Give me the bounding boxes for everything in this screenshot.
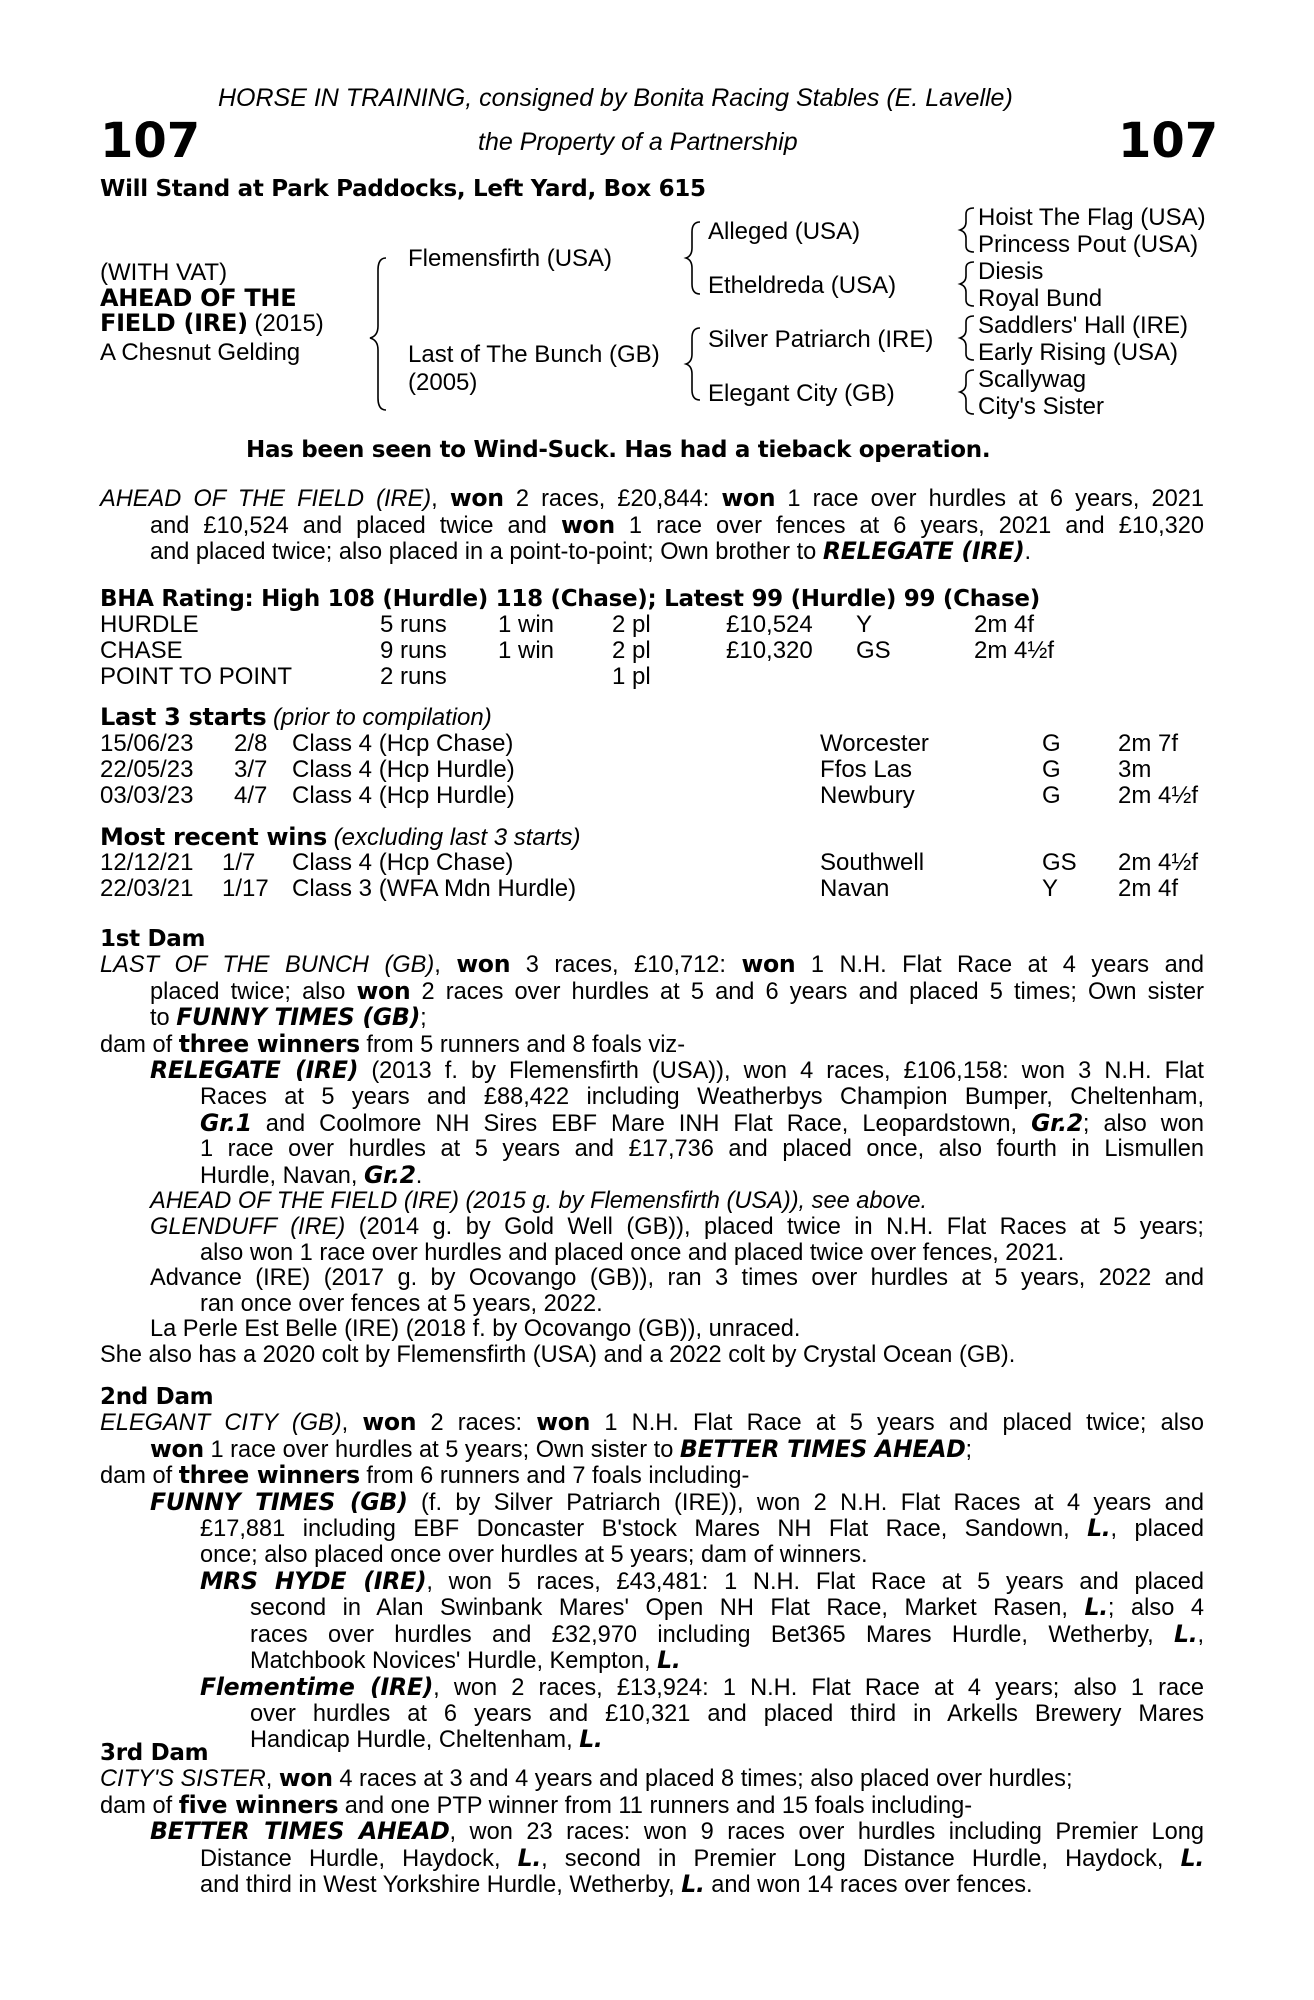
text: She also has a 2020 colt by Flemensfirth (USA) and a 2022 colt by Crystal Ocean (GB). [100,1341,1016,1368]
text: Distance Hurdle, Haydock, [200,1845,518,1872]
dam1-line [100,1137,1204,1163]
ancestor-5: Saddlers' Hall (IRE) [978,312,1188,339]
text: , won 23 races: won 9 races over hurdles including Premier Long [449,1819,1204,1846]
text: , [434,952,457,978]
dam-year: (2005) [408,369,478,396]
ancestor-2: Princess Pout (USA) [978,231,1199,258]
text: Handicap Hurdle, Cheltenham, [250,1727,580,1754]
ancestor-4: Royal Bund [978,285,1103,312]
text: , [431,486,450,512]
text: £17,881 including EBF Doncaster B'stock Mares NH Flat Race, Sandown, [200,1516,1088,1543]
win-cell-date: 22/03/21 [100,875,194,902]
rating-cell-dist: 2m 4½f [974,637,1055,664]
ancestor-6: Early Rising (USA) [978,339,1179,366]
dam1-line [100,976,1204,1006]
dam1-line [100,1085,1204,1111]
dam3-line [100,1819,1204,1846]
sibling-ref: BETTER TIMES AHEAD [679,1434,966,1463]
listed-label: L. [1174,1619,1198,1648]
dam1-line [100,1160,1204,1190]
rating-cell-going: Y [856,611,873,638]
horse-name-line1: AHEAD OF THE [100,284,297,312]
text: ; also won [1082,1110,1204,1137]
horse-name-ref: AHEAD OF THE FIELD (IRE) [100,486,432,512]
dam3-heading: 3rd Dam [100,1740,209,1766]
dam2-line [100,1516,1204,1543]
dam1-line [100,1005,1204,1032]
text: and £10,524 and placed twice and [150,512,561,539]
ancestor-7: Scallywag [978,366,1087,393]
start-cell-going: G [1042,756,1061,783]
text: . [1024,539,1032,566]
rating-cell-wins: 1 win [498,611,555,638]
progeny-name: BETTER TIMES AHEAD [150,1817,450,1846]
text: over hurdles at 6 years and £10,321 and placed third in Arkells Brewery Mares [250,1700,1204,1727]
heading-note: (excluding last 3 starts) [327,824,581,851]
progeny-name: RELEGATE (IRE) [150,1056,359,1085]
dam-name: LAST OF THE BUNCH (GB) [100,952,435,978]
won-label: won [721,484,776,512]
horse-name: FIELD (IRE) [100,309,248,337]
won-label: won [536,1408,591,1436]
win-cell-dist: 2m 4½f [1118,849,1199,876]
win-cell-pos: 1/7 [222,849,256,876]
text: , placed [1110,1516,1204,1543]
won-label: won [362,1408,417,1436]
winners-count: three winners [178,1461,360,1490]
text: dam of [100,1031,179,1058]
listed-label: L. [1180,1843,1204,1872]
start-cell-date: 15/06/23 [100,730,194,757]
start-cell-pos: 2/8 [234,730,268,757]
text: , [341,1410,363,1436]
sire-dam: Etheldreda (USA) [708,272,897,299]
text: 2 races, £20,844: [503,486,722,512]
grade-label: Gr.2 [363,1160,416,1189]
text: 4 races at 3 and 4 years and placed 8 times; also placed over hurdles; [332,1766,1073,1792]
rating-cell-going: GS [856,637,891,664]
text: (2013 f. by Flemensfirth (USA)), won 4 races, £106,158: won 3 N.H. Flat [358,1058,1204,1085]
heading-text: Most recent wins [100,823,327,851]
rating-cell-type: CHASE [100,637,183,664]
last-starts-heading [100,704,492,731]
dam2-line [100,1434,1204,1464]
dam1-line [100,1215,1204,1241]
win-cell-course: Navan [820,875,890,902]
text: 2 races: [416,1410,537,1436]
dam2-line [100,1702,1204,1728]
dam3-line [100,1843,1204,1873]
dam3-line [100,1766,1204,1793]
sibling-ref: RELEGATE (IRE) [822,537,1025,566]
bha-rating: BHA Rating: High 108 (Hurdle) 118 (Chase); Latest 99 (Hurdle) 99 (Chase) [100,586,1040,612]
start-cell-dist: 2m 4½f [1118,782,1199,809]
text: 1 race over hurdles at 5 years; Own sister to [203,1436,680,1463]
winners-count: five winners [178,1790,339,1819]
heading-text: Last 3 starts [100,703,267,731]
text: ; also 4 [1107,1595,1205,1622]
consignment-line: HORSE IN TRAINING, consigned by Bonita Racing Stables (E. Lavelle) [218,84,1013,112]
text: 1 race over hurdles at 6 years, 2021 [775,486,1204,512]
won-label: won [741,950,796,978]
dam1-heading: 1st Dam [100,926,206,952]
text: 2 races over hurdles at 5 and 6 years and placed 5 times; Own sister [410,978,1204,1005]
text: from 5 runners and 8 foals viz- [359,1031,686,1058]
dam1-line [100,1058,1204,1085]
text: (f. by Silver Patriarch (IRE)), won 2 N.H. Flat Races at 4 years and [407,1489,1204,1516]
gsire-brace1 [960,208,974,252]
win-cell-race: Class 3 (WFA Mdn Hurdle) [292,875,577,902]
listed-label: L. [657,1646,681,1675]
won-label: won [560,510,615,539]
dam1-line [100,1241,1204,1267]
won-label: won [449,484,504,512]
summary-line [100,486,1204,513]
wind-suck-notice: Has been seen to Wind-Suck. Has had a tieback operation. [246,437,991,463]
text: (2015 g. by Flemensfirth (USA)), see above. [458,1188,928,1215]
rating-cell-type: POINT TO POINT [100,663,293,690]
dam2-heading: 2nd Dam [100,1384,214,1410]
text: second in Alan Swinbank Mares' Open NH Flat Race, Market Rasen, [250,1595,1085,1622]
win-cell-pos: 1/17 [222,875,269,902]
text: Advance (IRE) (2017 g. by Ocovango (GB)), ran 3 times over hurdles at 5 years, 2022 and [150,1265,1204,1292]
gdam-brace2 [960,370,974,414]
text: once; also placed once over hurdles at 5 years; dam of winners. [200,1541,868,1568]
progeny-name: AHEAD OF THE FIELD (IRE) [150,1188,459,1215]
sibling-ref: FUNNY TIMES (GB) [176,1003,421,1032]
dam1-line [100,1266,1204,1292]
start-cell-date: 03/03/23 [100,782,194,809]
win-cell-dist: 2m 4f [1118,875,1179,902]
rating-cell-prize: £10,524 [726,611,813,638]
start-cell-course: Newbury [820,782,915,809]
dam1-section [100,952,1204,1369]
stand-location: Will Stand at Park Paddocks, Left Yard, Box 615 [100,176,706,202]
text: 1 N.H. Flat Race at 4 years and [795,952,1204,978]
sire-sire: Alleged (USA) [708,218,861,245]
won-label: won [456,950,511,978]
text: to [150,1005,177,1032]
text: Matchbook Novices' Hurdle, Kempton, [250,1648,658,1675]
text: ; [420,1005,427,1032]
listed-label: L. [579,1725,603,1754]
text: dam of [100,1463,179,1490]
rating-cell-runs: 5 runs [380,611,447,638]
text: and one PTP winner from 11 runners and 15 foals including- [338,1792,973,1819]
text: and Coolmore NH Sires EBF Mare INH Flat Race, Leopardstown, [251,1110,1032,1137]
property-line: the Property of a Partnership [478,128,798,156]
dam2-line [100,1410,1204,1437]
win-cell-going: Y [1042,875,1059,902]
rating-cell-type: HURDLE [100,611,199,638]
progeny-name: FUNNY TIMES (GB) [150,1487,408,1516]
summary-line [100,539,1204,566]
text: and third in West Yorkshire Hurdle, Wetherby, [200,1872,682,1899]
text: ran once over fences at 5 years, 2022. [200,1290,603,1317]
listed-label: L. [1087,1514,1111,1543]
win-cell-going: GS [1042,849,1077,876]
dam1-line [100,952,1204,979]
text: Races at 5 years and £88,422 including Weatherbys Champion Bumper, Cheltenham, [200,1083,1204,1110]
won-label: won [356,976,411,1005]
text: , won 5 races, £43,481: 1 N.H. Flat Race at 5 years and placed [426,1568,1204,1595]
text: , [265,1766,279,1792]
summary-line [100,510,1204,540]
won-label: won [278,1764,333,1792]
sire-brace [686,222,700,294]
race-summary [100,486,1204,566]
horse-year: (2015) [247,310,324,337]
rating-cell-runs: 2 runs [380,663,447,690]
text: 3 races, £10,712: [510,952,742,978]
text: and won 14 races over fences. [704,1872,1033,1899]
dam-name: CITY'S SISTER [100,1766,266,1792]
dam1-line [100,1317,1204,1343]
listed-label: L. [517,1843,542,1872]
dam2-line [100,1619,1204,1649]
dam2-line [100,1543,1204,1569]
rating-cell-pl: 1 pl [612,663,651,690]
dam3-section [100,1766,1204,1899]
dam-sire: Silver Patriarch (IRE) [708,326,934,353]
dam1-line [100,1108,1204,1138]
text: placed twice; also [150,978,357,1005]
text: 1 race over hurdles at 5 years and £17,736 and placed once, also fourth in Lismullen [200,1136,1204,1163]
start-cell-going: G [1042,730,1061,757]
text: , won 2 races, £13,924: 1 N.H. Flat Race at 4 years; also 1 race [433,1674,1204,1701]
dam1-line [100,1343,1204,1369]
start-cell-pos: 4/7 [234,782,268,809]
dam: Last of The Bunch (GB) [408,341,660,368]
won-label: won [150,1434,204,1463]
dam2-line [100,1727,1204,1754]
horse-description: A Chesnut Gelding [100,339,301,366]
winners-count: three winners [178,1029,360,1058]
dam2-line [100,1566,1204,1596]
text: 1 race over fences at 6 years, 2021 and £10,320 [614,512,1204,539]
win-cell-race: Class 4 (Hcp Chase) [292,849,514,876]
dam3-line [100,1872,1204,1899]
start-cell-race: Class 4 (Hcp Hurdle) [292,782,515,809]
dam2-line [100,1672,1204,1702]
dam2-line [100,1463,1204,1490]
text: , second in Premier Long Distance Hurdle, Haydock, [541,1845,1181,1872]
dam2-line [100,1648,1204,1675]
dam1-line [100,1029,1204,1059]
dam-name: ELEGANT CITY (GB) [100,1410,342,1436]
lot-number-left: 107 [100,113,201,169]
text: Hurdle, Navan, [200,1162,364,1189]
dam-brace [686,328,700,400]
start-cell-dist: 3m [1118,756,1152,783]
text: (2014 g. by Gold Well (GB)), placed twice in N.H. Flat Races at 5 years; [345,1213,1204,1240]
text: . [415,1162,423,1189]
dam1-line [100,1292,1204,1318]
gdam-brace1 [960,316,974,360]
start-cell-dist: 2m 7f [1118,730,1179,757]
text: 1 N.H. Flat Race at 5 years and placed twice; also [590,1410,1204,1436]
listed-label: L. [681,1870,705,1899]
ancestor-3: Diesis [978,258,1044,285]
text: races over hurdles and £32,970 including Bet365 Mares Hurdle, Wetherby, [250,1621,1175,1648]
progeny-name: GLENDUFF (IRE) [150,1213,346,1240]
vat-label: (WITH VAT) [100,259,228,286]
text: also won 1 race over hurdles and placed once and placed twice over fences, 2021. [200,1239,1065,1266]
rating-cell-runs: 9 runs [380,637,447,664]
ancestor-8: City's Sister [978,393,1104,420]
dam1-line [100,1189,1204,1215]
ancestor-1: Hoist The Flag (USA) [978,204,1206,231]
start-cell-going: G [1042,782,1061,809]
text: and placed twice; also placed in a point-to-point; Own brother to [150,539,823,566]
sire: Flemensfirth (USA) [408,245,613,272]
text: , [1197,1621,1204,1648]
dam3-line [100,1790,1204,1820]
dam2-line [100,1595,1204,1622]
grade-label: Gr.2 [1031,1108,1083,1137]
rating-cell-prize: £10,320 [726,637,813,664]
gsire-brace2 [960,262,974,306]
big-brace [370,258,386,410]
start-cell-race: Class 4 (Hcp Chase) [292,730,514,757]
rating-cell-dist: 2m 4f [974,611,1035,638]
rating-cell-pl: 2 pl [612,637,651,664]
text: dam of [100,1792,179,1819]
dam2-line [100,1487,1204,1517]
start-cell-date: 22/05/23 [100,756,194,783]
rating-cell-wins: 1 win [498,637,555,664]
text: ; [965,1436,973,1463]
start-cell-pos: 3/7 [234,756,268,783]
heading-note: (prior to compilation) [266,704,492,731]
dam-dam: Elegant City (GB) [708,380,895,407]
rating-cell-pl: 2 pl [612,611,651,638]
grade-label: Gr.1 [200,1108,252,1137]
text: from 6 runners and 7 foals including- [359,1463,750,1490]
listed-label: L. [1084,1593,1108,1622]
recent-wins-heading [100,824,580,851]
start-cell-course: Ffos Las [820,756,913,783]
progeny-name: MRS HYDE (IRE) [200,1566,427,1595]
lot-number-right: 107 [1118,113,1219,169]
text: La Perle Est Belle (IRE) (2018 f. by Ocovango (GB)), unraced. [150,1316,801,1343]
progeny-name: Flementime (IRE) [200,1672,434,1701]
win-cell-course: Southwell [820,849,925,876]
start-cell-course: Worcester [820,730,929,757]
start-cell-race: Class 4 (Hcp Hurdle) [292,756,515,783]
win-cell-date: 12/12/21 [100,849,194,876]
dam2-section [100,1410,1204,1754]
